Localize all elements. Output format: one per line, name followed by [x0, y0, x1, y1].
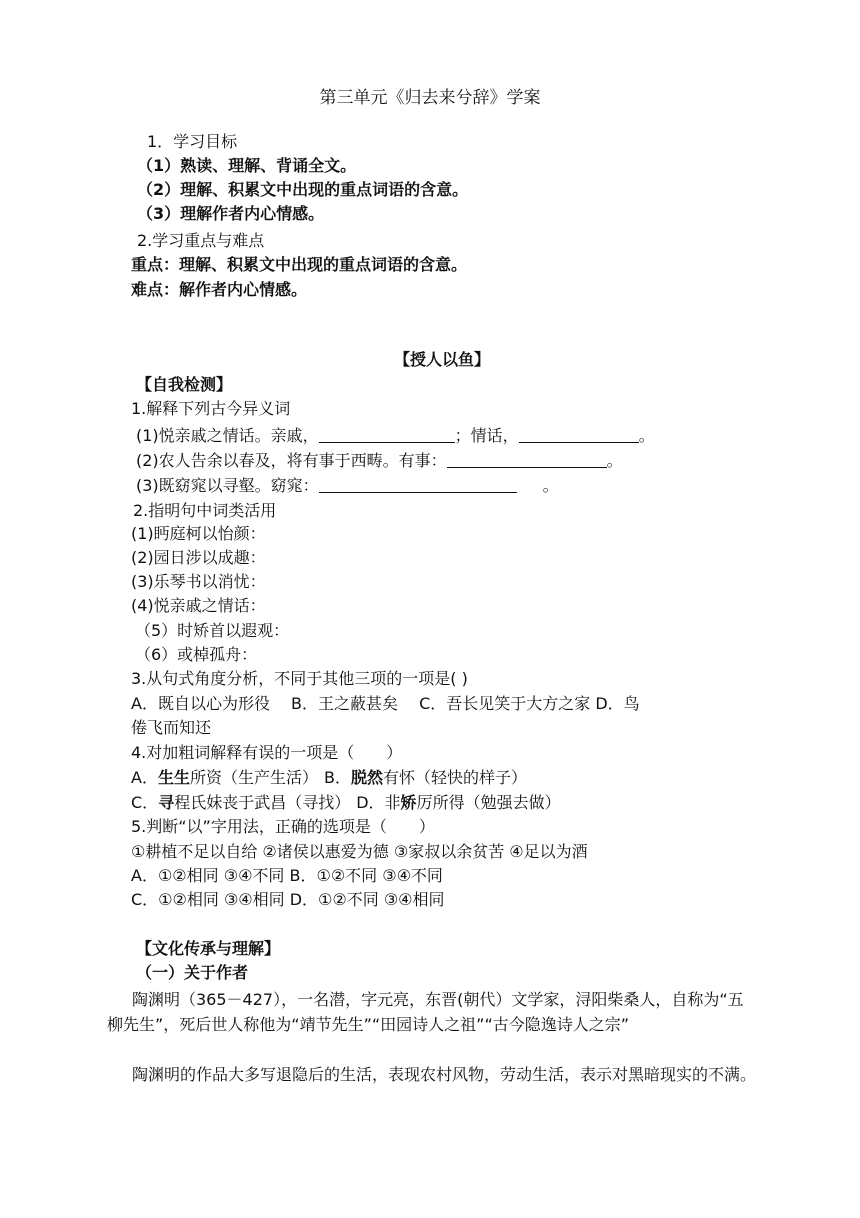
paragraph: 陶渊明（365－427），一名潜，字元亮，东晋(朝代）文学家，浔阳柴桑人，自称为“五柳先生”，死后世人称他为“靖节先生”“田园诗人之祖”“古今隐逸诗人之宗” [107, 990, 744, 1034]
difficult-point: 难点：解作者内心情感。 [131, 280, 308, 299]
question-title: 3.从句式角度分析，不同于其他三项的一项是( ) [131, 669, 468, 688]
question-item: ①耕植不足以自给 ②诸侯以惠爱为德 ③家叔以余贫苦 ④足以为酒 [131, 842, 588, 861]
question-title: 1.解释下列古今异义词 [131, 399, 291, 418]
question-title: 5.判断“以”字用法，正确的选项是（ ） [131, 817, 435, 836]
question-line: (2)农人告余以春及，将有事于西畴。有事： 。 [136, 451, 623, 470]
goal-item: （1）熟读、理解、背诵全文。 [137, 156, 357, 175]
question-line: (1)悦亲戚之情话。亲戚， ；情话， 。 [136, 426, 655, 445]
question-item: (2)园日涉以成趣： [131, 548, 266, 567]
question-options: C．寻程氏妹丧于武昌（寻找） D．非矫厉所得（勉强去做） [131, 793, 561, 812]
goal-item: （2）理解、积累文中出现的重点词语的含意。 [137, 180, 469, 199]
question-options: 倦飞而知还 [131, 718, 212, 737]
question-options: A．①②相同 ③④不同 B．①②不同 ③④不同 [131, 866, 443, 885]
subsection-heading: 【文化传承与理解】 [136, 939, 281, 958]
question-item: （6）或棹孤舟： [135, 645, 258, 664]
question-title: 4.对加粗词解释有误的一项是（ ） [131, 743, 403, 762]
question-title: 2.指明句中词类活用 [133, 501, 277, 520]
question-item: (1)眄庭柯以怡颜： [131, 524, 266, 543]
question-options: C．①②相同 ③④相同 D．①②不同 ③④相同 [131, 890, 445, 909]
subsection-heading: （一）关于作者 [136, 963, 249, 982]
question-item: (3)乐琴书以消忧： [131, 572, 266, 591]
section-heading: 1．学习目标 [147, 132, 238, 151]
key-point: 重点：理解、积累文中出现的重点词语的含意。 [131, 255, 468, 274]
question-options: A．生生所资（生产生活） B．脱然有怀（轻快的样子） [131, 768, 527, 787]
page-title: 第三单元《归去来兮辞》学案 [319, 88, 541, 108]
question-options: A．既自以心为形役 B．王之蔽甚矣 C．吾长见笑于大方之家 D．鸟 [131, 694, 640, 713]
question-item: (4)悦亲戚之情话： [131, 596, 266, 615]
question-item: （5）时矫首以遐观： [135, 621, 290, 640]
section-banner: 【授人以鱼】 [394, 350, 491, 369]
answer-blank[interactable] [319, 476, 517, 493]
subsection-heading: 【自我检测】 [136, 375, 233, 394]
section-heading: 2.学习重点与难点 [137, 231, 265, 250]
question-line: (3)既窈窕以寻壑。窈窕： 。 [136, 476, 559, 495]
answer-blank[interactable] [319, 426, 455, 443]
paragraph: 陶渊明的作品大多写退隐后的生活，表现农村风物，劳动生活，表示对黑暗现实的不满。 [132, 1065, 757, 1084]
answer-blank[interactable] [447, 451, 607, 468]
goal-item: （3）理解作者内心情感。 [137, 204, 325, 223]
answer-blank[interactable] [519, 426, 639, 443]
